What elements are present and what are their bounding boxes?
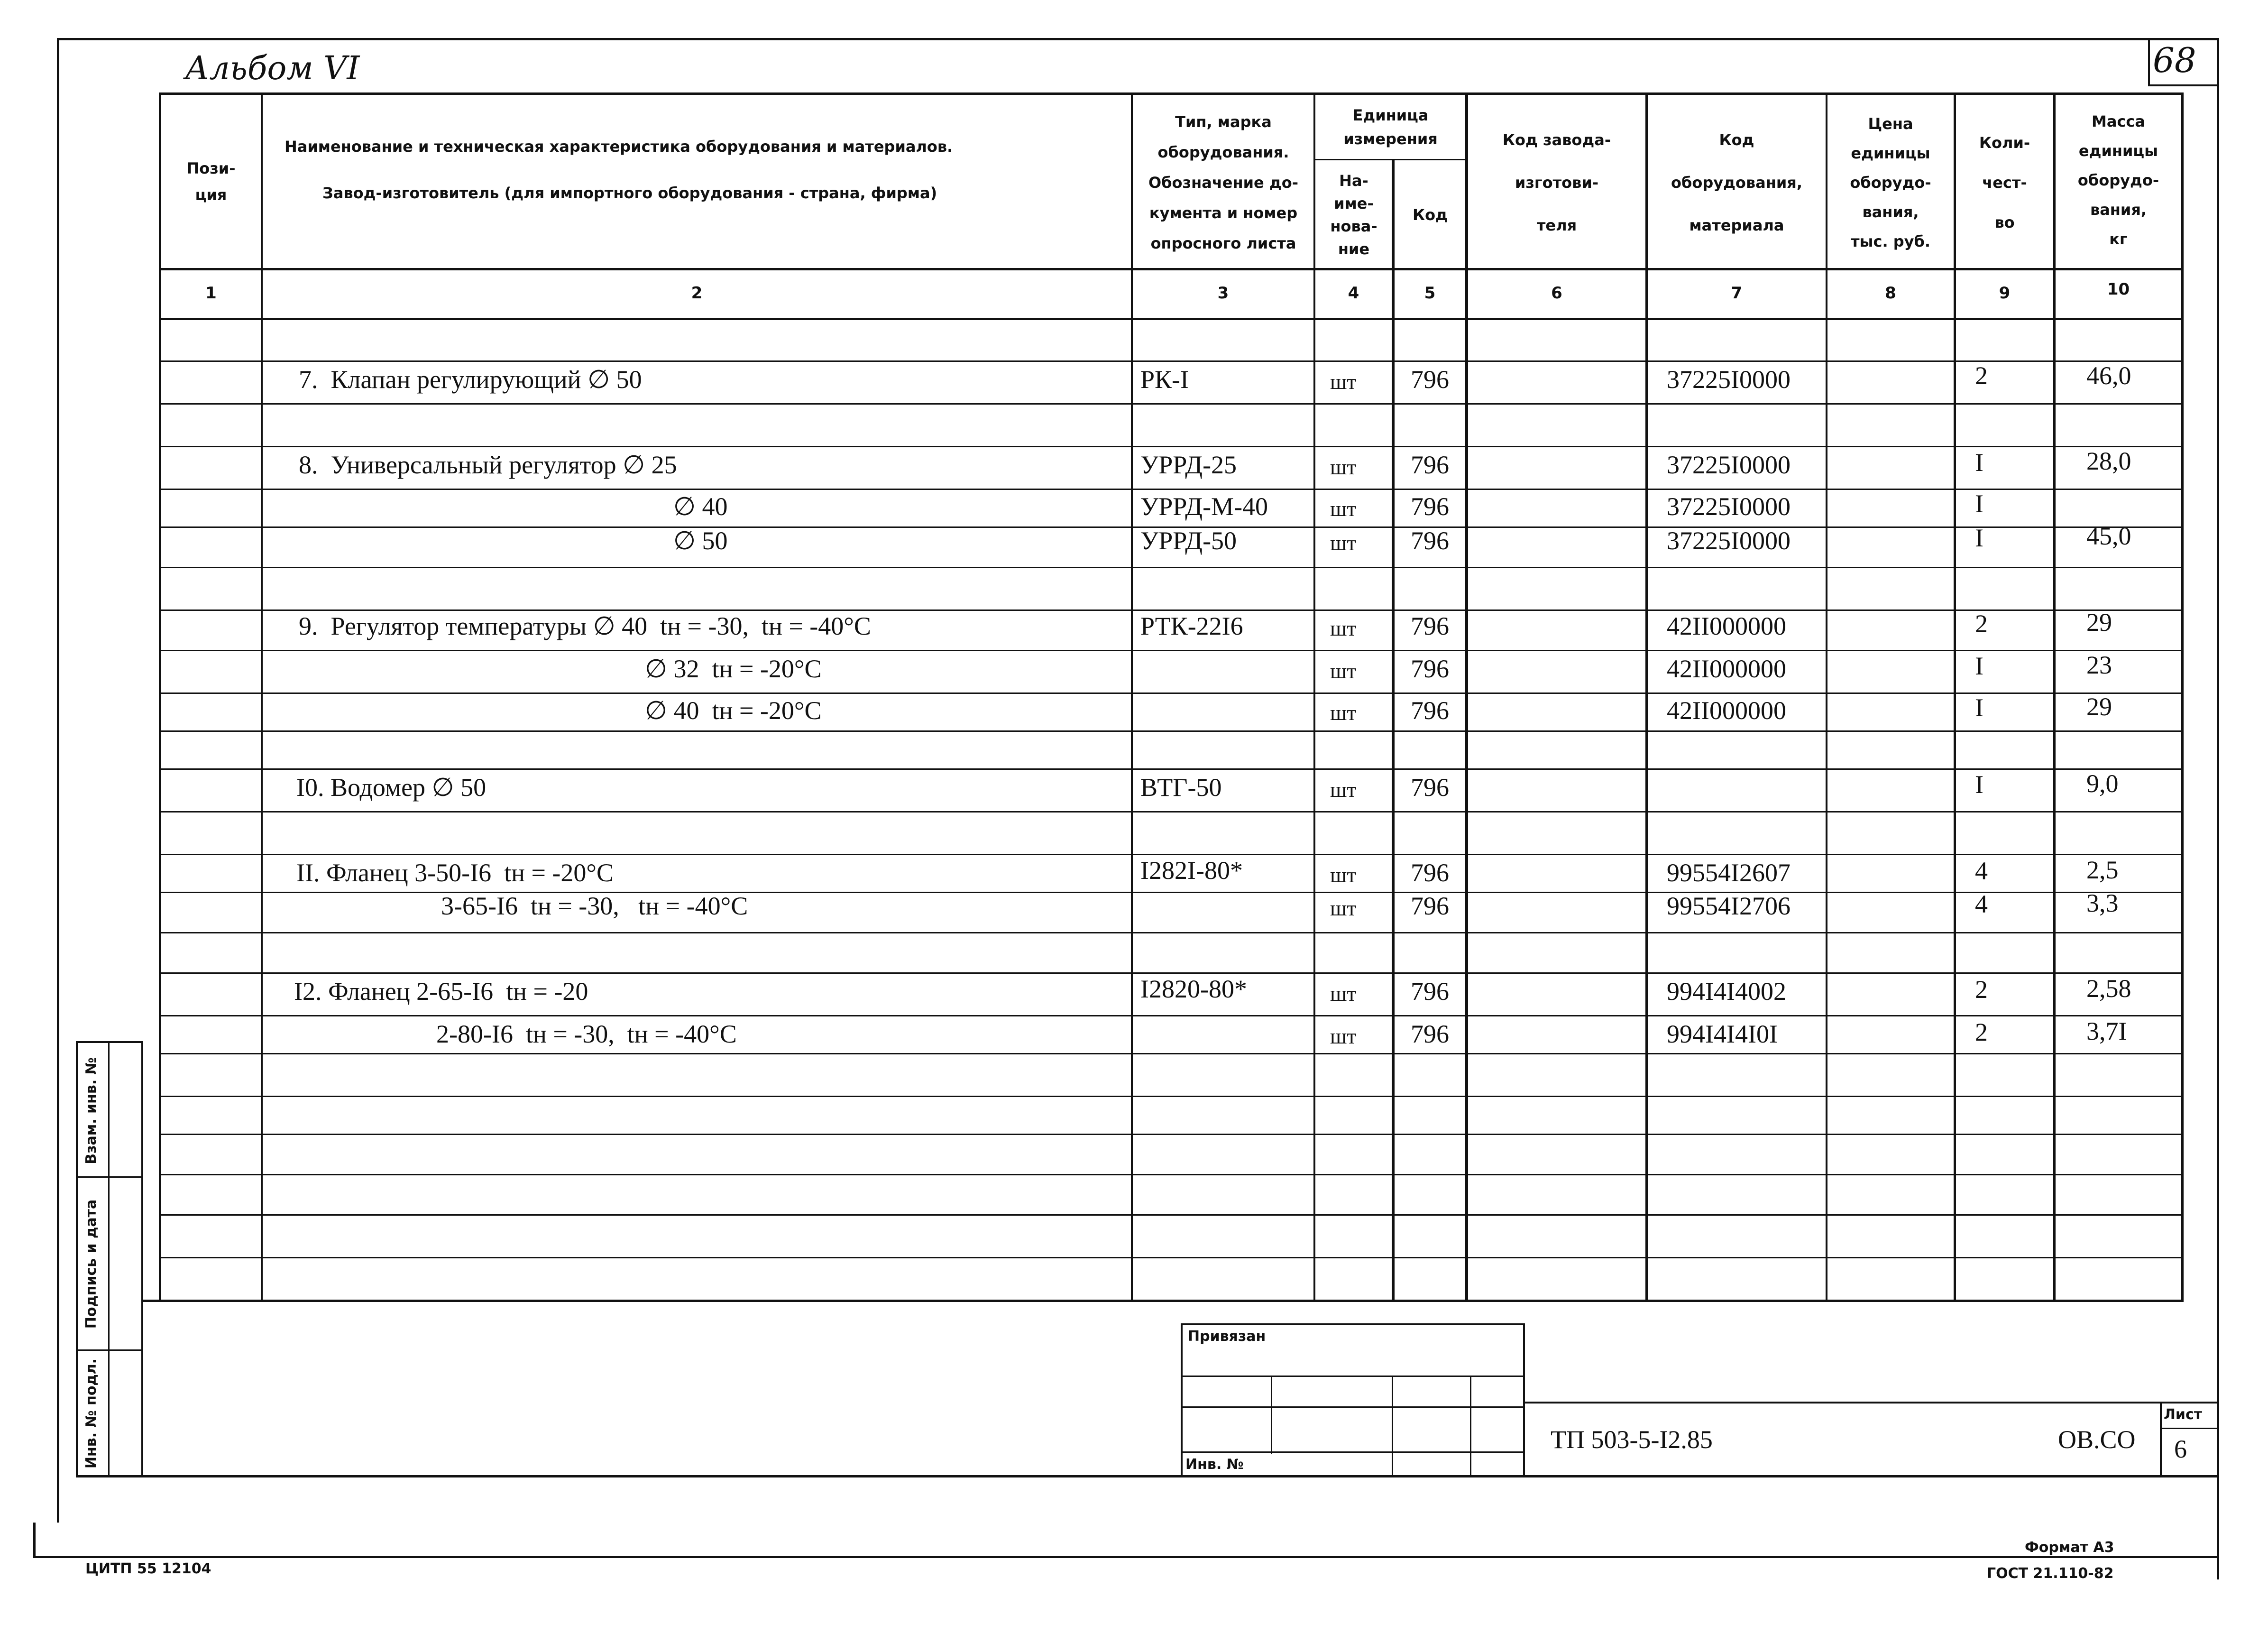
table-row-name: I0. Водомер ∅ 50: [296, 773, 487, 802]
outer-frame-bottom: [33, 1556, 2219, 1558]
table-row-equip-code: 99554I2607: [1667, 859, 1791, 887]
table-row-unit: шт: [1330, 1024, 1357, 1048]
header-unit-name: На- име- нова- ние: [1330, 171, 1377, 258]
table-row-qty: I: [1975, 524, 1983, 552]
header-quantity: Коли- чест- во: [1979, 134, 2030, 231]
table-row-mass: 29: [2086, 608, 2112, 637]
table-row-unit: шт: [1330, 981, 1357, 1006]
header-unit-group: Единица измерения: [1343, 106, 1438, 148]
footer-left-code: ЦИТП 55 12104: [85, 1560, 211, 1577]
table-row-mass: 2,58: [2086, 974, 2131, 1003]
table-row-qty: I: [1975, 652, 1983, 680]
table-row-type: УРРД-50: [1140, 526, 1237, 555]
col-number: 8: [1885, 284, 1896, 303]
table-row-qty: I: [1975, 770, 1983, 799]
table-row-qty: I: [1975, 489, 1983, 518]
table-row-qty: 2: [1975, 1018, 1988, 1046]
table-row-mass: 29: [2086, 692, 2112, 721]
table-row-code: 796: [1411, 492, 1449, 521]
table-row-unit: шт: [1330, 701, 1357, 725]
page-number: 68: [2153, 40, 2196, 80]
table-row-equip-code: 37225I0000: [1667, 526, 1791, 555]
table-row-name: I2. Фланец 2-65-I6 tн = -20: [294, 977, 588, 1006]
inv-no-label: Инв. №: [1185, 1456, 1244, 1473]
table-row-unit: шт: [1330, 777, 1357, 802]
vzam-inv-label: Взам. инв. №: [83, 1057, 100, 1164]
col-number: 2: [691, 284, 703, 303]
table-row-qty: 4: [1975, 890, 1988, 918]
table-row-equip-code: 994I4I4002: [1667, 977, 1786, 1006]
header-unit-code: Код: [1413, 205, 1448, 224]
table-row-mass: 45,0: [2086, 522, 2131, 550]
table-row-type: РТК-22I6: [1140, 612, 1243, 640]
table-row-name: ∅ 40 tн = -20°C: [645, 696, 822, 725]
col-number: 9: [1999, 284, 2011, 303]
table-row-name: 9. Регулятор температуры ∅ 40 tн = -30, tн = -40°C: [299, 612, 871, 640]
table-row-equip-code: 994I4I4I0I: [1667, 1020, 1778, 1048]
table-row-mass: 3,3: [2086, 889, 2119, 917]
table-row-mass: 28,0: [2086, 447, 2131, 475]
table-row-code: 796: [1411, 977, 1449, 1006]
col-number: 1: [205, 284, 217, 303]
table-row-type: УРРД-М-40: [1140, 492, 1268, 521]
header-mass: Масса единицы оборудо- вания, кг: [2077, 112, 2159, 248]
table-row-type: ВТГ-50: [1140, 773, 1222, 802]
podpis-date-label: Подпись и дата: [83, 1199, 100, 1329]
table-row-unit: шт: [1330, 531, 1357, 555]
table-row-mass: 46,0: [2086, 361, 2131, 390]
inv-podl-label: Инв. № подл.: [83, 1358, 100, 1469]
table-row-name: ∅ 50: [673, 526, 728, 555]
table-row-unit: шт: [1330, 369, 1357, 394]
table-row-code: 796: [1411, 696, 1449, 725]
table-row-name: II. Фланец 3-50-I6 tн = -20°C: [296, 859, 614, 887]
footer-gost: ГОСТ 21.110-82: [1987, 1565, 2114, 1582]
table-row-equip-code: 99554I2706: [1667, 892, 1791, 920]
table-row-unit: шт: [1330, 616, 1357, 640]
outer-frame-right: [2217, 38, 2219, 1579]
outer-frame-left: [57, 38, 59, 1523]
table-row-qty: 2: [1975, 361, 1988, 390]
table-row-mass: 23: [2086, 651, 2112, 679]
table-row-code: 796: [1411, 859, 1449, 887]
table-row-qty: I: [1975, 448, 1983, 477]
table-row-qty: 2: [1975, 975, 1988, 1004]
table-row-unit: шт: [1330, 455, 1357, 479]
table-row-qty: 2: [1975, 609, 1988, 638]
table-row-type: РК-I: [1140, 365, 1189, 394]
table-row-code: 796: [1411, 451, 1449, 479]
table-row-equip-code: 42II000000: [1667, 655, 1786, 683]
table-row-type: УРРД-25: [1140, 451, 1237, 479]
table-row-equip-code: 42II000000: [1667, 612, 1786, 640]
table-row-code: 796: [1411, 773, 1449, 802]
table-row-unit: шт: [1330, 497, 1357, 521]
table-row-qty: 4: [1975, 857, 1988, 885]
table-row-equip-code: 37225I0000: [1667, 492, 1791, 521]
sheet-label: Лист: [2164, 1406, 2203, 1423]
outer-frame-top: [57, 38, 2219, 40]
col-number: 6: [1551, 284, 1562, 303]
col-number: 3: [1217, 284, 1229, 303]
document-code: ТП 503-5-I2.85: [1551, 1425, 1713, 1454]
table-row-unit: шт: [1330, 659, 1357, 683]
header-position: Пози- ция: [186, 159, 236, 204]
col-number: 7: [1731, 284, 1743, 303]
table-row-type: I282I-80*: [1140, 856, 1243, 885]
table-row-mass: 3,7I: [2086, 1017, 2127, 1045]
table-row-equip-code: 42II000000: [1667, 696, 1786, 725]
header-factory-code: Код завода- изготови- теля: [1502, 131, 1611, 234]
header-type: Тип, марка оборудования. Обозначение до- кумента и номер опросного листа: [1148, 113, 1298, 252]
table-row-name: 3-65-I6 tн = -30, tн = -40°C: [441, 892, 748, 920]
table-row-code: 796: [1411, 612, 1449, 640]
table-row-code: 796: [1411, 1020, 1449, 1048]
table-row-name: 2-80-I6 tн = -30, tн = -40°C: [436, 1020, 737, 1048]
table-row-code: 796: [1411, 526, 1449, 555]
table-row-name: ∅ 32 tн = -20°C: [645, 655, 822, 683]
document-mark: ОВ.СО: [2058, 1425, 2136, 1454]
table-row-equip-code: 37225I0000: [1667, 451, 1791, 479]
header-price: Цена единицы оборудо- вания, тыс. руб.: [1850, 115, 1931, 250]
col-number: 4: [1348, 284, 1359, 303]
table-row-type: I2820-80*: [1140, 975, 1247, 1003]
table-row-name: 8. Универсальный регулятор ∅ 25: [299, 451, 677, 479]
footer-format: Формат А3: [2025, 1539, 2114, 1556]
table-row-code: 796: [1411, 365, 1449, 394]
header-name: Наименование и техническая характеристика оборудования и материалов. Завод-изготовитель (для импортного оборудования - страна, фирма): [285, 138, 953, 202]
table-row-mass: 2,5: [2086, 856, 2119, 884]
privyazan-label: Привязан: [1188, 1328, 1266, 1345]
sheet-number: 6: [2174, 1435, 2187, 1463]
album-label: Альбом VI: [185, 50, 360, 87]
table-row-name: 7. Клапан регулирующий ∅ 50: [299, 365, 642, 394]
table-row-unit: шт: [1330, 896, 1357, 920]
table-row-unit: шт: [1330, 863, 1357, 887]
col-number: 5: [1424, 284, 1436, 303]
table-row-mass: 9,0: [2086, 769, 2119, 798]
table-row-qty: I: [1975, 693, 1983, 722]
table-row-code: 796: [1411, 892, 1449, 920]
table-row-code: 796: [1411, 655, 1449, 683]
table-row-name: ∅ 40: [673, 492, 728, 521]
table-row-equip-code: 37225I0000: [1667, 365, 1791, 394]
col-number: 10: [2107, 280, 2130, 299]
header-equipment-code: Код оборудования, материала: [1671, 131, 1802, 234]
